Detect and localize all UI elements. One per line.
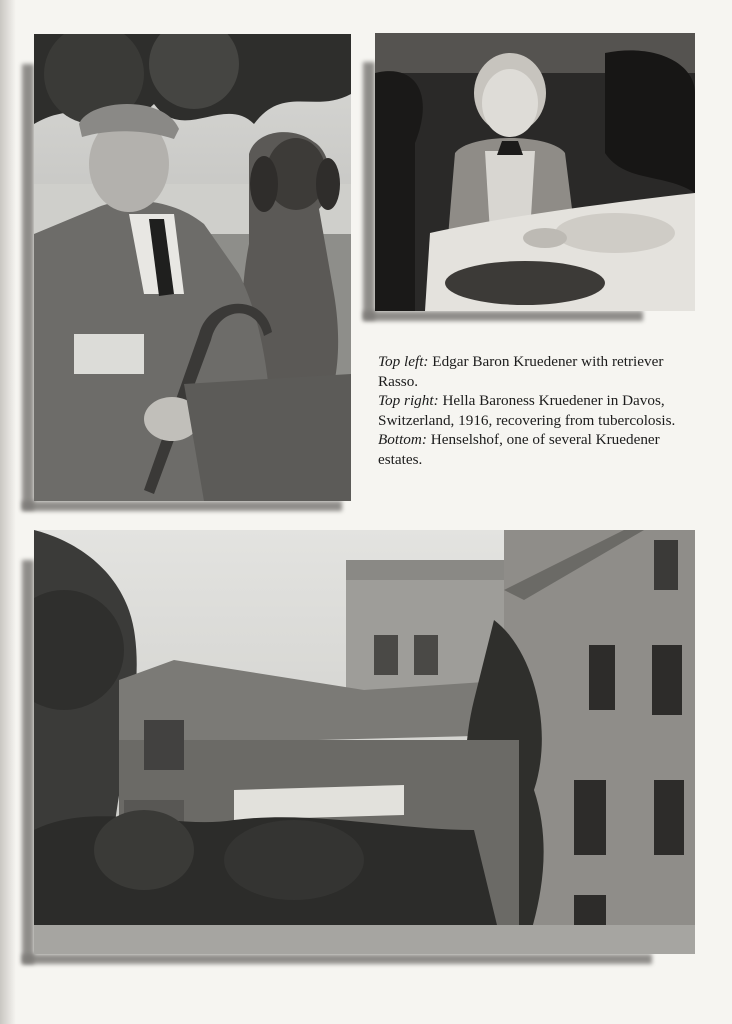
- photo-manor-house: [34, 530, 695, 954]
- caption-top-left: [378, 352, 698, 391]
- photo-man-with-dog: [34, 34, 351, 501]
- photo-caption: [378, 352, 698, 470]
- caption-top-right: [378, 391, 698, 430]
- photo-woman-at-table: [375, 33, 695, 311]
- caption-label: Top left:: [378, 353, 429, 370]
- photo-shadow: [22, 64, 34, 510]
- photo-shadow: [363, 62, 375, 320]
- caption-text: Henselshof, one of several Kruedener estates.: [378, 431, 660, 468]
- photo-shadow: [22, 954, 652, 964]
- page-gutter-shadow: [0, 0, 16, 1024]
- caption-label: Bottom:: [378, 431, 427, 449]
- caption-text: Edgar Baron Kruedener with retriever Rasso.: [378, 353, 664, 390]
- caption-bottom: [378, 430, 698, 469]
- photo-shadow: [22, 501, 342, 511]
- caption-text: Hella Baroness Kruedener in Davos, Switzerland, 1916, recovering from tubercolosis.: [378, 392, 676, 429]
- photo-shadow: [363, 311, 643, 321]
- photo-shadow: [22, 560, 34, 964]
- caption-label: Top right:: [378, 392, 439, 410]
